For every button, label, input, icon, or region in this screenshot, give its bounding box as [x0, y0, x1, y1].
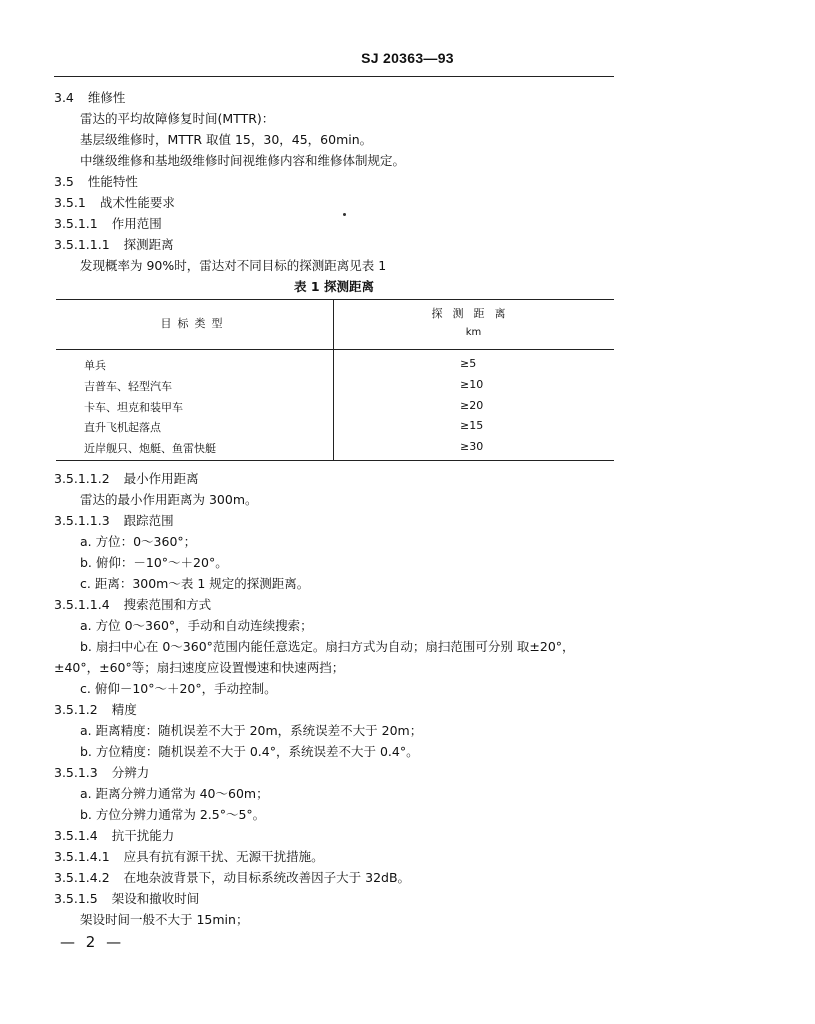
col-header-detection-range: 探测距离 — [431, 307, 516, 320]
section-title: 最小作用距离 — [123, 471, 199, 486]
table-row — [56, 440, 614, 460]
section-title: 分辨力 — [111, 765, 150, 780]
range-cell: ≥30 — [460, 440, 484, 453]
section-number: 3.5.1.1.2 — [54, 471, 110, 486]
table-row — [56, 419, 614, 439]
list-item: b. 扇扫中心在 0～360°范围内能任意选定。扇扫方式为自动；扇扫范围可分别 取±20°， — [80, 639, 575, 654]
heading-3-5-1-1 — [54, 215, 162, 233]
table-header-rule — [56, 349, 614, 350]
paragraph-line: 雷达的最小作用距离为 300m。 — [80, 492, 258, 507]
header-rule — [54, 76, 614, 77]
section-number: 3.4 — [54, 90, 74, 105]
list-item: a. 距离精度：随机误差不大于 20m，系统误差不大于 20m； — [80, 723, 423, 738]
target-cell: 直升飞机起落点 — [84, 421, 161, 434]
table-row — [56, 378, 614, 398]
section-number: 3.5 — [54, 174, 74, 189]
section-title: 抗干扰能力 — [111, 828, 175, 843]
heading-3-5 — [54, 173, 138, 191]
list-item: b. 方位精度：随机误差不大于 0.4°，系统误差不大于 0.4°。 — [80, 744, 419, 759]
page-number: — 2 — — [60, 933, 125, 951]
table-bottom-rule — [56, 460, 614, 461]
section-number: 3.5.1.4 — [54, 828, 98, 843]
heading-3-5-1-2 — [54, 701, 137, 719]
section-number: 3.5.1.1.3 — [54, 513, 110, 528]
section-title: 搜索范围和方式 — [123, 597, 212, 612]
list-item: a. 方位：0～360°； — [80, 534, 197, 549]
section-title: 维修性 — [87, 90, 126, 105]
section-number: 3.5.1.1 — [54, 216, 98, 231]
heading-3-5-1-5 — [54, 890, 199, 908]
target-cell: 卡车、坦克和装甲车 — [84, 401, 183, 414]
page-header: SJ 20363—93 — [361, 50, 454, 66]
list-item: a. 距离分辨力通常为 40～60m； — [80, 786, 269, 801]
section-title: 作用范围 — [111, 216, 162, 231]
section-number: 3.5.1.3 — [54, 765, 98, 780]
range-cell: ≥15 — [460, 419, 484, 432]
section-title: 探测距离 — [123, 237, 174, 252]
section-number: 3.5.1.5 — [54, 891, 98, 906]
heading-3-5-1-4-2 — [54, 869, 410, 887]
target-cell: 吉普车、轻型汽车 — [84, 380, 172, 393]
col-header-target-type: 目标类型 — [160, 317, 229, 330]
heading-3-5-1-1-1 — [54, 236, 174, 254]
heading-3-5-1-1-2 — [54, 470, 199, 488]
scan-speck — [343, 213, 346, 216]
heading-3-5-1 — [54, 194, 175, 212]
paragraph-line: 雷达的平均故障修复时间(MTTR)： — [80, 111, 275, 126]
table-top-rule — [56, 299, 614, 300]
heading-3-5-1-1-3 — [54, 512, 174, 530]
list-item: b. 俯仰：－10°～＋20°。 — [80, 555, 228, 570]
table-row — [56, 399, 614, 419]
paragraph-line: 中继级维修和基地级维修时间视维修内容和维修体制规定。 — [80, 153, 406, 168]
list-item: b. 方位分辨力通常为 2.5°～5°。 — [80, 807, 266, 822]
section-number: 3.5.1.4.1 — [54, 849, 110, 864]
list-item: c. 距离：300m～表 1 规定的探测距离。 — [80, 576, 310, 591]
section-number: 3.5.1.1.4 — [54, 597, 110, 612]
section-text: 应具有抗有源干扰、无源干扰措施。 — [123, 849, 324, 864]
table-row — [56, 357, 614, 377]
paragraph-line: 基层级维修时，MTTR 取值 15，30，45，60min。 — [80, 132, 373, 147]
heading-3-5-1-3 — [54, 764, 149, 782]
heading-3-5-1-4-1 — [54, 848, 324, 866]
col-header-unit: km — [465, 327, 482, 338]
section-title: 架设和撤收时间 — [111, 891, 200, 906]
section-text: 在地杂波背景下，动目标系统改善因子大于 32dB。 — [123, 870, 411, 885]
range-cell: ≥20 — [460, 399, 484, 412]
heading-3-5-1-4 — [54, 827, 174, 845]
section-title: 精度 — [111, 702, 137, 717]
target-cell: 近岸舰只、炮艇、鱼雷快艇 — [84, 442, 216, 455]
list-item-continuation: ±40°，±60°等；扇扫速度应设置慢速和快速两挡； — [54, 660, 345, 675]
section-title: 性能特性 — [87, 174, 138, 189]
section-number: 3.5.1.1.1 — [54, 237, 110, 252]
list-item: c. 俯仰－10°～＋20°，手动控制。 — [80, 681, 277, 696]
paragraph-line: 发现概率为 90%时，雷达对不同目标的探测距离见表 1 — [80, 258, 387, 273]
paragraph-line: 架设时间一般不大于 15min； — [80, 912, 249, 927]
section-title: 战术性能要求 — [99, 195, 175, 210]
list-item: a. 方位 0～360°，手动和自动连续搜索； — [80, 618, 313, 633]
target-cell: 单兵 — [84, 359, 106, 372]
section-number: 3.5.1 — [54, 195, 86, 210]
range-cell: ≥5 — [460, 357, 477, 370]
heading-3-4 — [54, 89, 125, 107]
table-caption: 表 1 探测距离 — [294, 279, 374, 294]
heading-3-5-1-1-4 — [54, 596, 211, 614]
section-number: 3.5.1.4.2 — [54, 870, 110, 885]
section-number: 3.5.1.2 — [54, 702, 98, 717]
section-title: 跟踪范围 — [123, 513, 174, 528]
range-cell: ≥10 — [460, 378, 484, 391]
